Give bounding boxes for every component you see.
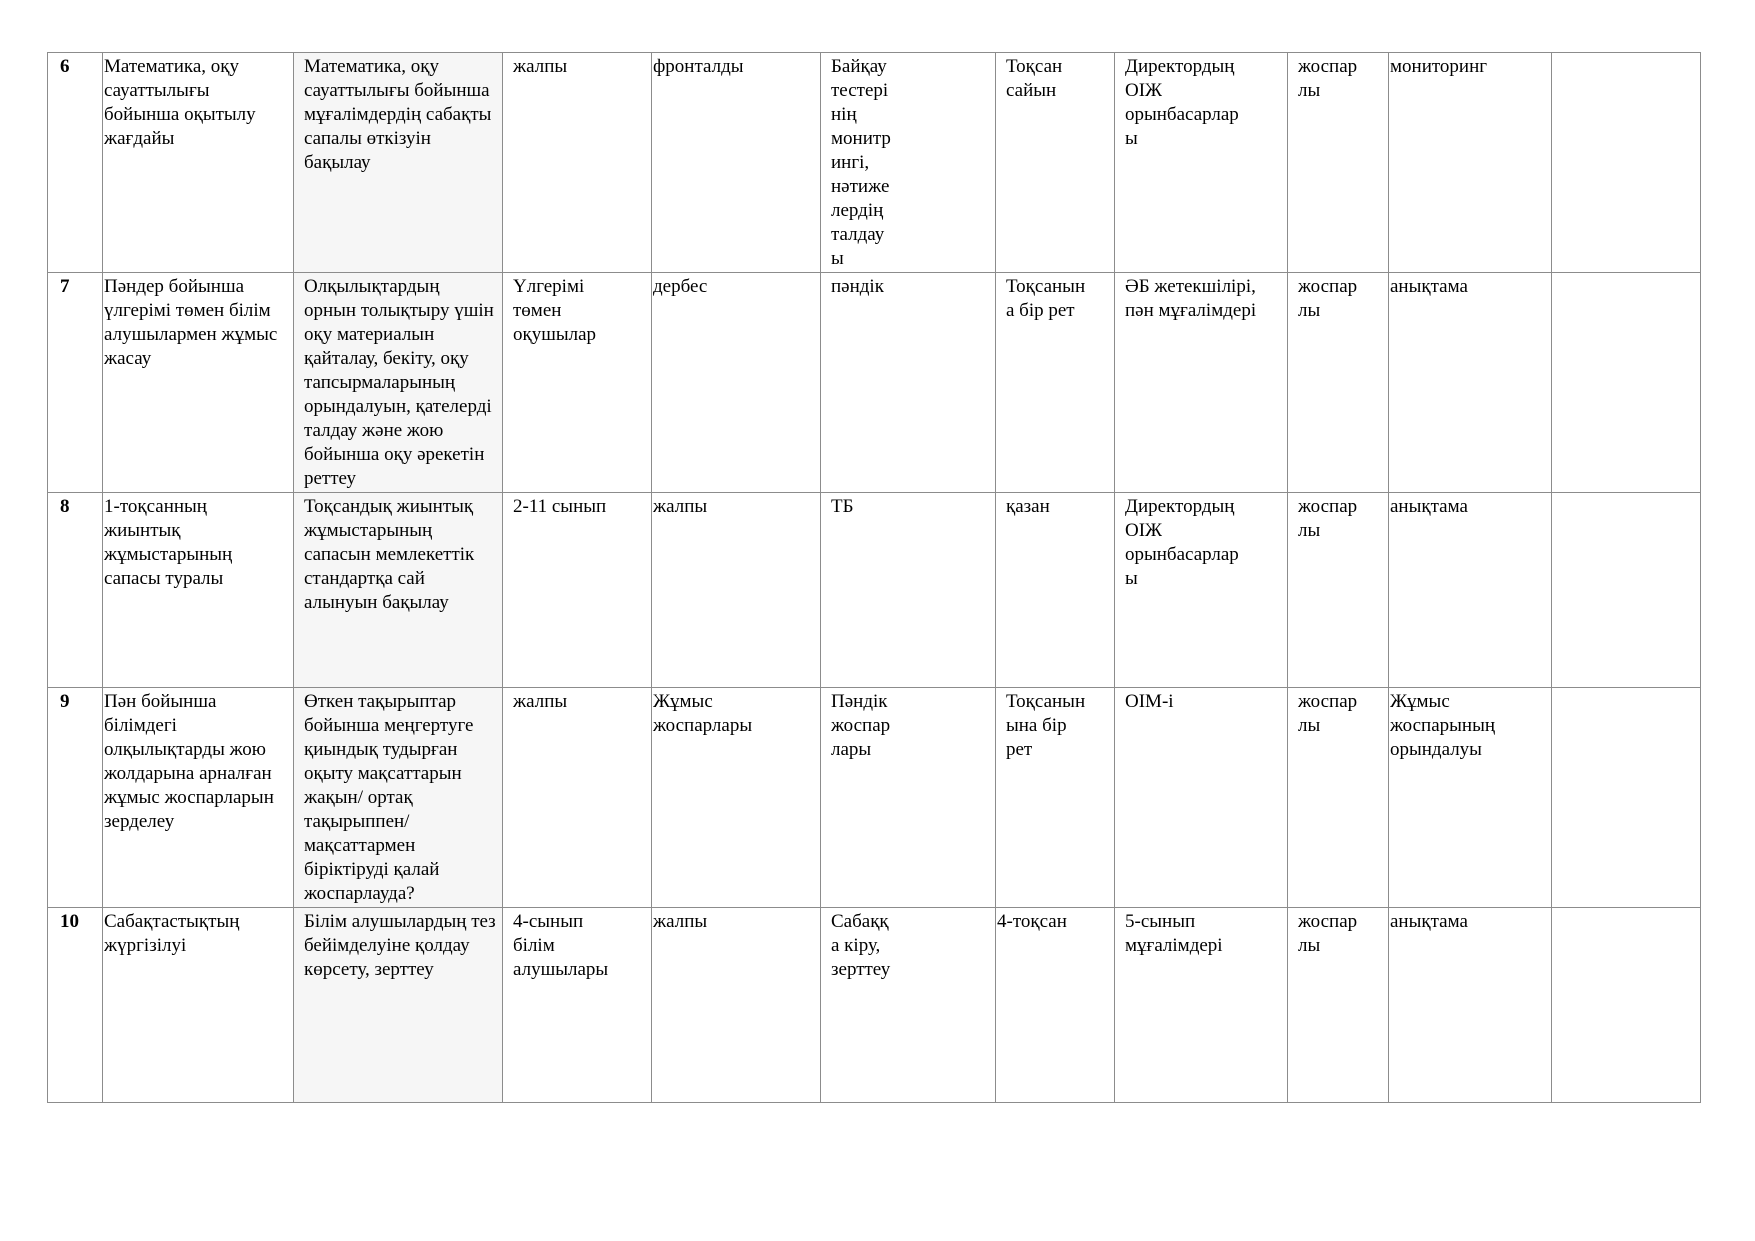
topic-cell: 1-тоқсанның жиынтық жұмыстарының сапасы туралы xyxy=(103,493,294,688)
row-number: 10 xyxy=(48,908,103,1103)
period-cell: Тоқсанын ына бір рет xyxy=(996,688,1115,908)
table-row xyxy=(48,688,1701,908)
topic-cell: Пән бойынша білімдегі олқылықтарды жою жолдарына арналған жұмыс жоспарларын зерделеу xyxy=(103,688,294,908)
type-cell: жалпы xyxy=(652,493,821,688)
responsible-cell: Директордың ОІЖ орынбасарлар ы xyxy=(1115,53,1288,273)
note-cell xyxy=(1552,493,1701,688)
table-row xyxy=(48,273,1701,493)
table-row xyxy=(48,53,1701,273)
status-cell: жоспар лы xyxy=(1288,688,1389,908)
topic-cell: Сабақтастықтың жүргізілуі xyxy=(103,908,294,1103)
row-number: 6 xyxy=(48,53,103,273)
row-number: 9 xyxy=(48,688,103,908)
responsible-cell: ОІМ-і xyxy=(1115,688,1288,908)
note-cell xyxy=(1552,688,1701,908)
topic-cell: Пәндер бойынша үлгерімі төмен білім алушылармен жұмыс жасау xyxy=(103,273,294,493)
table-row xyxy=(48,493,1701,688)
note-cell xyxy=(1552,53,1701,273)
goal-cell: Математика, оқу сауаттылығы бойынша мұғалімдердің сабақты сапалы өткізуін бақылау xyxy=(294,53,503,273)
type-cell: Жұмыс жоспарлары xyxy=(652,688,821,908)
result-cell: мониторинг xyxy=(1389,53,1552,273)
responsible-cell: 5-сынып мұғалімдері xyxy=(1115,908,1288,1103)
result-cell: анықтама xyxy=(1389,493,1552,688)
result-cell: анықтама xyxy=(1389,908,1552,1103)
method-cell: Сабаққ а кіру, зерттеу xyxy=(821,908,996,1103)
object-cell: Үлгерімі төмен оқушылар xyxy=(503,273,652,493)
goal-cell: Білім алушылардың тез бейімделуіне қолдау көрсету, зерттеу xyxy=(294,908,503,1103)
row-number: 7 xyxy=(48,273,103,493)
status-cell: жоспар лы xyxy=(1288,493,1389,688)
goal-cell: Тоқсандық жиынтық жұмыстарының сапасын мемлекеттік стандартқа сай алынуын бақылау xyxy=(294,493,503,688)
method-cell: ТБ xyxy=(821,493,996,688)
goal-cell: Олқылықтардың орнын толықтыру үшін оқу материалын қайталау, бекіту, оқу тапсырмаларының орындалуын, қателерді талдау және жою бойынша оқу әрекетін реттеу xyxy=(294,273,503,493)
period-cell: Тоқсан сайын xyxy=(996,53,1115,273)
control-plan-table xyxy=(47,52,1701,1103)
goal-cell: Өткен тақырыптар бойынша меңгертуге қиындық тудырған оқыту мақсаттарын жақын/ ортақ тақырыппен/ мақсаттармен біріктіруді қалай жоспарлауда? xyxy=(294,688,503,908)
period-cell: Тоқсанын а бір рет xyxy=(996,273,1115,493)
status-cell: жоспар лы xyxy=(1288,908,1389,1103)
type-cell: жалпы xyxy=(652,908,821,1103)
method-cell: Пәндік жоспар лары xyxy=(821,688,996,908)
result-cell: анықтама xyxy=(1389,273,1552,493)
table-row xyxy=(48,908,1701,1103)
period-cell: қазан xyxy=(996,493,1115,688)
object-cell: 2-11 сынып xyxy=(503,493,652,688)
object-cell: жалпы xyxy=(503,688,652,908)
method-cell: Байқау тестері нің монитр ингі, нәтиже лердің талдау ы xyxy=(821,53,996,273)
status-cell: жоспар лы xyxy=(1288,53,1389,273)
type-cell: фронталды xyxy=(652,53,821,273)
type-cell: дербес xyxy=(652,273,821,493)
note-cell xyxy=(1552,908,1701,1103)
responsible-cell: ӘБ жетекшілірі, пән мұғалімдері xyxy=(1115,273,1288,493)
period-cell: 4-тоқсан xyxy=(996,908,1115,1103)
method-cell: пәндік xyxy=(821,273,996,493)
status-cell: жоспар лы xyxy=(1288,273,1389,493)
object-cell: 4-сынып білім алушылары xyxy=(503,908,652,1103)
responsible-cell: Директордың ОІЖ орынбасарлар ы xyxy=(1115,493,1288,688)
object-cell: жалпы xyxy=(503,53,652,273)
note-cell xyxy=(1552,273,1701,493)
row-number: 8 xyxy=(48,493,103,688)
topic-cell: Математика, оқу сауаттылығы бойынша оқытылу жағдайы xyxy=(103,53,294,273)
result-cell: Жұмыс жоспарының орындалуы xyxy=(1389,688,1552,908)
